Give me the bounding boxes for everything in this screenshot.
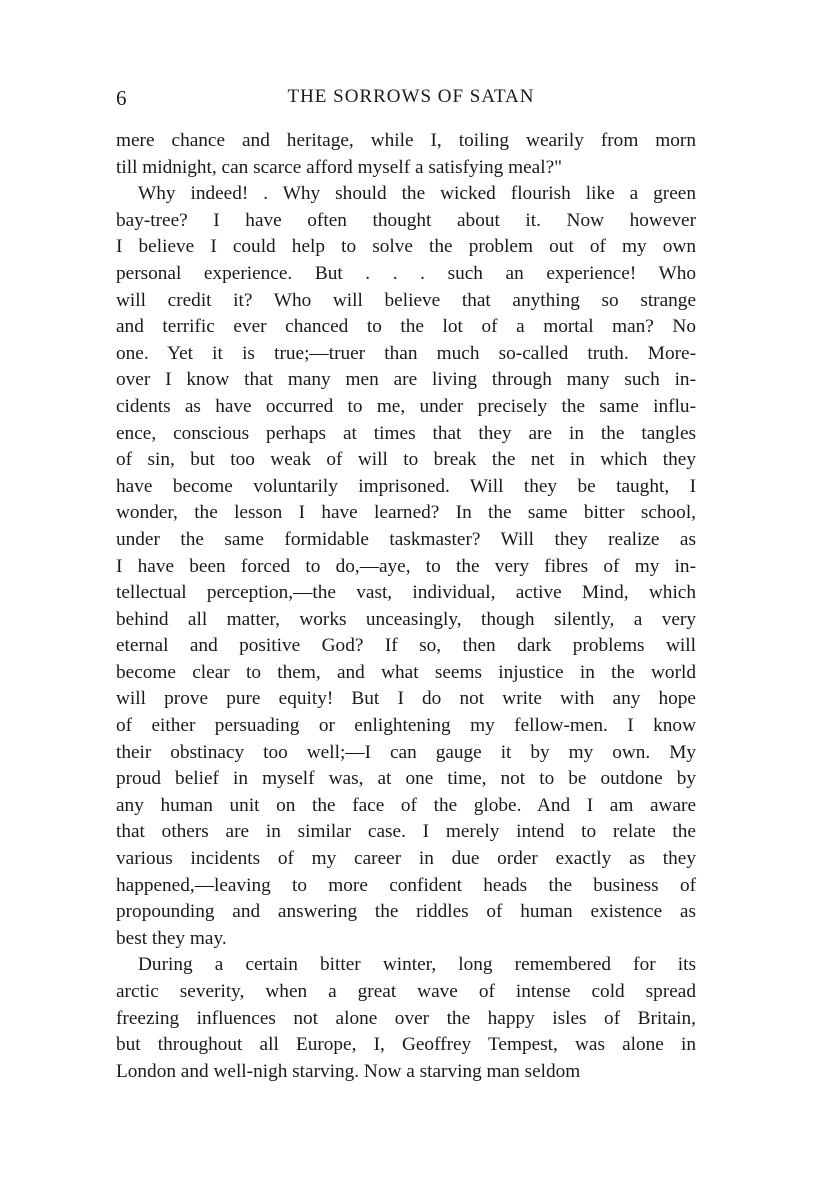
page-header xyxy=(116,86,716,116)
body-text xyxy=(116,128,696,1085)
text-line: one. Yet it is true;—truer than much so-called truth. More- xyxy=(116,342,696,364)
text-line: wonder, the lesson I have learned? In the same bitter school, xyxy=(116,502,696,524)
text-line: that others are in similar case. I merely intend to relate the xyxy=(116,821,696,843)
text-line: eternal and positive God? If so, then dark problems will xyxy=(116,635,696,657)
text-line: ence, conscious perhaps at times that they are in the tangles xyxy=(116,422,696,444)
text-line: become clear to them, and what seems injustice in the world xyxy=(116,661,696,683)
text-line: various incidents of my career in due order exactly as they xyxy=(116,848,696,870)
text-line: freezing influences not alone over the happy isles of Britain, xyxy=(116,1007,696,1029)
text-line: over I know that many men are living through many such in- xyxy=(116,369,696,391)
paragraph xyxy=(116,128,696,181)
paragraph xyxy=(116,181,696,952)
text-line: behind all matter, works unceasingly, though silently, a very xyxy=(116,608,696,630)
text-line: will prove pure equity! But I do not write with any hope xyxy=(116,688,696,710)
text-line: will credit it? Who will believe that anything so strange xyxy=(116,289,696,311)
text-line: propounding and answering the riddles of human existence as xyxy=(116,901,696,923)
text-line: their obstinacy too well;—I can gauge it by my own. My xyxy=(116,741,696,763)
text-line: till midnight, can scarce afford myself a satisfying meal?" xyxy=(116,156,563,178)
paragraph xyxy=(116,952,696,1085)
text-line: bay-tree? I have often thought about it. Now however xyxy=(116,209,696,231)
text-line: During a certain bitter winter, long remembered for its xyxy=(138,954,696,976)
text-line: tellectual perception,—the vast, individual, active Mind, which xyxy=(116,582,696,604)
text-line: and terrific ever chanced to the lot of a mortal man? No xyxy=(116,316,696,338)
text-line: I have been forced to do,—aye, to the very fibres of my in- xyxy=(116,555,696,577)
text-line: but throughout all Europe, I, Geoffrey Tempest, was alone in xyxy=(116,1034,696,1056)
text-line: Why indeed! . Why should the wicked flourish like a green xyxy=(138,183,696,205)
text-line: best they may. xyxy=(116,927,227,949)
text-line: mere chance and heritage, while I, toiling wearily from morn xyxy=(116,130,696,151)
text-line: cidents as have occurred to me, under precisely the same influ- xyxy=(116,395,696,417)
text-line: arctic severity, when a great wave of intense cold spread xyxy=(116,981,696,1002)
text-line: London and well-nigh starving. Now a starving man seldom xyxy=(116,1060,581,1082)
text-line: any human unit on the face of the globe. And I am aware xyxy=(116,794,696,816)
page-number: 6 xyxy=(116,86,127,110)
text-line: have become voluntarily imprisoned. Will they be taught, I xyxy=(116,475,696,497)
text-line: happened,—leaving to more confident heads the business of xyxy=(116,874,696,896)
text-line: of either persuading or enlightening my fellow-men. I know xyxy=(116,715,696,737)
text-line: of sin, but too weak of will to break the net in which they xyxy=(116,449,696,471)
text-line: under the same formidable taskmaster? Will they realize as xyxy=(116,528,696,550)
running-title: THE SORROWS OF SATAN xyxy=(287,86,535,107)
text-line: proud belief in myself was, at one time, not to be outdone by xyxy=(116,768,696,790)
text-line: I believe I could help to solve the problem out of my own xyxy=(116,236,696,258)
text-line: personal experience. But . . . such an experience! Who xyxy=(116,262,696,284)
